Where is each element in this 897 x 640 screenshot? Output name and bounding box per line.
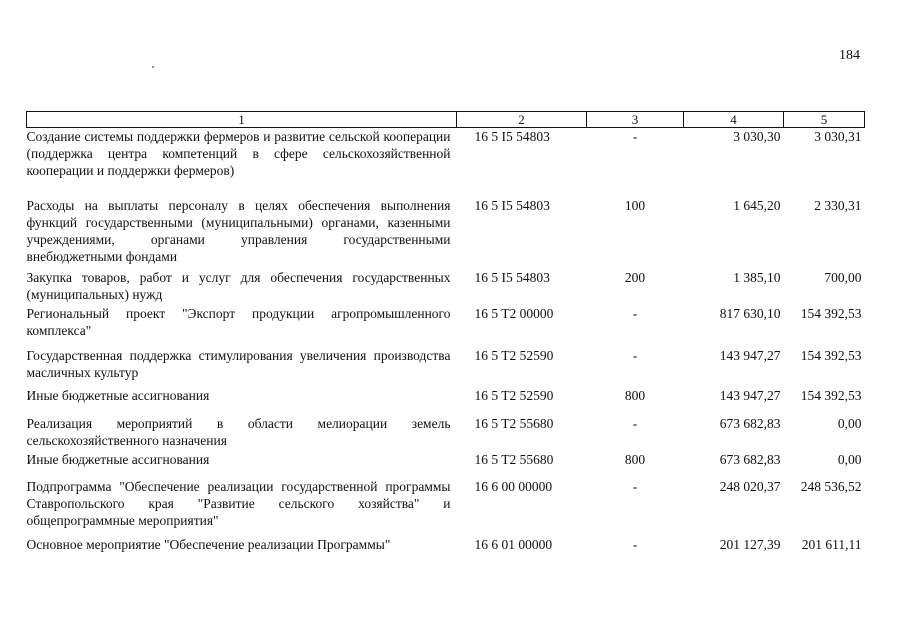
row-sum-year-1: 817 630,10 [719, 305, 781, 321]
row-expense-type: 100 [624, 197, 646, 213]
table-row [27, 269, 865, 305]
scan-speck [152, 66, 154, 68]
row-description: Расходы на выплаты персоналу в целях обеспечения выполнения функций государственными (муниципальными) органами, казенными учреждениями, органами управления государственными внебюджетными фондами [26, 197, 451, 264]
row-expense-type: - [632, 305, 638, 321]
row-description: Создание системы поддержки фермеров и развитие сельской кооперации (поддержка центра компетенций в сфере сельскохозяйственной кооперации и поддержки фермеров) [26, 129, 451, 178]
table-row [27, 415, 865, 451]
row-sum-year-1: 201 127,39 [719, 536, 781, 552]
budget-table [26, 111, 865, 556]
table-row [27, 451, 865, 478]
row-description: Региональный проект "Экспорт продукции агропромышленного комплекса" [26, 305, 451, 338]
table-row [27, 305, 865, 347]
row-sum-year-1: 143 947,27 [719, 387, 781, 403]
row-sum-year-1: 248 020,37 [719, 478, 781, 494]
row-description: Реализация мероприятий в области мелиорации земель сельскохозяйственного назначения [26, 415, 451, 448]
row-target-code: 16 5 I5 54803 [474, 197, 550, 213]
row-sum-year-2: 154 392,53 [800, 387, 862, 403]
header-col-3: 3 [587, 112, 684, 128]
row-description: Подпрограмма "Обеспечение реализации государственной программы Ставропольского края "Развитие сельского хозяйства" и общепрограммные мероприятия" [26, 478, 451, 528]
row-expense-type: 800 [624, 451, 646, 467]
header-col-2: 2 [457, 112, 587, 128]
row-target-code: 16 5 I5 54803 [474, 129, 550, 144]
table-row [27, 347, 865, 387]
row-target-code: 16 5 T2 52590 [474, 347, 554, 363]
row-expense-type: - [632, 347, 638, 363]
header-col-5: 5 [784, 112, 865, 128]
row-target-code: 16 6 00 00000 [474, 478, 553, 494]
row-sum-year-2: 201 611,11 [801, 536, 862, 552]
row-sum-year-1: 673 682,83 [719, 451, 781, 467]
row-target-code: 16 5 T2 55680 [474, 451, 554, 467]
row-sum-year-1: 143 947,27 [719, 347, 781, 363]
table-row [27, 478, 865, 536]
row-target-code: 16 5 T2 00000 [474, 305, 554, 321]
table-row [27, 536, 865, 556]
row-sum-year-2: 154 392,53 [800, 347, 862, 363]
row-sum-year-1: 673 682,83 [719, 415, 781, 431]
row-target-code: 16 5 I5 54803 [474, 269, 550, 285]
row-description: Иные бюджетные ассигнования [26, 451, 210, 467]
table-row [27, 197, 865, 269]
row-description: Основное мероприятие "Обеспечение реализации Программы" [26, 536, 391, 552]
header-col-4: 4 [684, 112, 784, 128]
row-sum-year-1: 1 385,10 [733, 269, 781, 285]
row-target-code: 16 5 T2 55680 [474, 415, 554, 431]
row-description: Государственная поддержка стимулирования увеличения производства масличных культур [26, 347, 451, 380]
row-expense-type: - [632, 536, 638, 552]
row-sum-year-1: 1 645,20 [733, 197, 781, 213]
header-row [27, 112, 865, 128]
row-expense-type: 200 [624, 269, 646, 285]
row-expense-type: 800 [624, 387, 646, 403]
row-sum-year-2: 700,00 [824, 269, 862, 285]
row-description: Закупка товаров, работ и услуг для обеспечения государственных (муниципальных) нужд [26, 269, 451, 302]
row-sum-year-2: 3 030,31 [814, 129, 862, 144]
row-sum-year-2: 2 330,31 [814, 197, 862, 213]
row-expense-type: - [632, 478, 638, 494]
row-description: Иные бюджетные ассигнования [26, 387, 210, 403]
row-sum-year-2: 248 536,52 [800, 478, 862, 494]
row-target-code: 16 6 01 00000 [474, 536, 553, 552]
row-sum-year-2: 0,00 [837, 415, 862, 431]
table-row [27, 128, 865, 197]
row-sum-year-1: 3 030,30 [733, 129, 781, 144]
row-sum-year-2: 154 392,53 [800, 305, 862, 321]
row-sum-year-2: 0,00 [837, 451, 862, 467]
row-target-code: 16 5 T2 52590 [474, 387, 554, 403]
table-row [27, 387, 865, 415]
row-expense-type: - [632, 129, 638, 144]
header-col-1: 1 [27, 112, 457, 128]
row-expense-type: - [632, 415, 638, 431]
page-number: 184 [839, 48, 860, 63]
